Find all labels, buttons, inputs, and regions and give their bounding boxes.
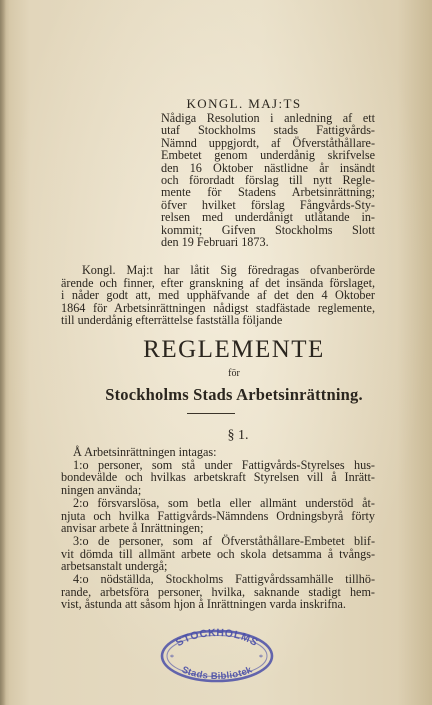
body-line: Å Arbetsinrättningen intagas: — [73, 445, 217, 459]
summary-line: och förordadt förslag till nytt Regle- — [161, 173, 375, 188]
stamp-top-text: STOCKHOLMS — [173, 626, 261, 650]
summary-line: den 16 Oktober nästlidne år insändt — [161, 160, 375, 175]
body-line: 2:o försvarslösa, som betla eller allmänt understöd åt- — [73, 495, 375, 510]
summary-line: den 19 Februari 1873. — [161, 235, 269, 250]
stamp-star-left: * — [170, 653, 174, 662]
stamp-star-right: * — [259, 653, 263, 662]
summary-line: öfver hvilket förslag Fångvårds-Sty- — [161, 197, 375, 212]
intro-line: till underdånig efterrättelse fastställa följande — [61, 313, 283, 328]
intro-line: 1864 för Arbetsinrättningen nådigst stadfästade reglemente, — [61, 300, 375, 315]
body-line: arbetsanstalt undergå; — [61, 559, 168, 574]
body-line: anvisar arbete å Inrättningen; — [61, 521, 204, 536]
library-stamp — [157, 626, 277, 684]
body-line: bondevälde och hvilkas arbetskraft Styrelsen vill å Inrätt- — [61, 470, 375, 485]
svg-text:STOCKHOLMS — [174, 627, 260, 649]
body-line: 3:o de personer, som af Öfverståthållare-Embetet blif- — [73, 533, 375, 548]
summary-line: Nämnd uppgjordt, af Öfverståthållare- — [161, 135, 375, 150]
document-subtitle: Stockholms Stads Arbetsinrättning. — [105, 385, 363, 404]
summary-line: utaf Stockholms stads Fattigvårds- — [161, 123, 375, 138]
section-number: § 1. — [227, 428, 249, 443]
body-line: vist, åstunda att såsom hjon å Inrättningen varda inskrifna. — [61, 597, 346, 612]
intro-line: Kongl. Maj:t har låtit Sig föredragas ofvanberörde — [82, 263, 375, 277]
body-line: 4:o nödställda, Stockholms Fattigvårdssamhälle tillhö- — [73, 572, 375, 587]
for-word: för — [228, 368, 240, 379]
body-line: vit dömda till allmänt arbete och skola detsamma å tvångs- — [61, 546, 375, 561]
document-title: REGLEMENTE — [143, 336, 325, 363]
summary-line: relsen med underdånigt utlåtande in- — [161, 210, 375, 225]
body-line: njuta och hvilka Fattigvårds-Nämndens Ordningsbyrå förty — [61, 508, 375, 523]
section-body — [61, 446, 375, 611]
intro-line: ärende och finner, efter granskning af det insända förslaget, — [61, 275, 375, 290]
body-line: rande, arbetsföra personer, hvilka, saknande stadigt hem- — [61, 584, 375, 599]
stamp-bottom-text: Stads Bibliotek — [180, 664, 254, 683]
summary-line: Embetet genom underdånig skrifvelse — [161, 148, 375, 163]
body-line: 1:o personer, som stå under Fattigvårds-Styrelses hus- — [73, 457, 375, 472]
body-line: ningen använda; — [61, 483, 142, 498]
resolution-summary — [161, 112, 375, 248]
heading: KONGL. MAJ:TS — [186, 96, 302, 111]
summary-line: mente för Stadens Arbetsinrättning; — [161, 185, 375, 200]
divider-rule — [187, 413, 235, 414]
intro-line: i nåder godt att, med upphäfvande af det den 4 Oktober — [61, 288, 375, 303]
intro-paragraph — [61, 264, 375, 327]
stamp-seal — [157, 626, 277, 684]
summary-line: Nådiga Resolution i anledning af ett — [161, 111, 375, 125]
summary-line: kommit; Gifven Stockholms Slott — [161, 222, 375, 237]
